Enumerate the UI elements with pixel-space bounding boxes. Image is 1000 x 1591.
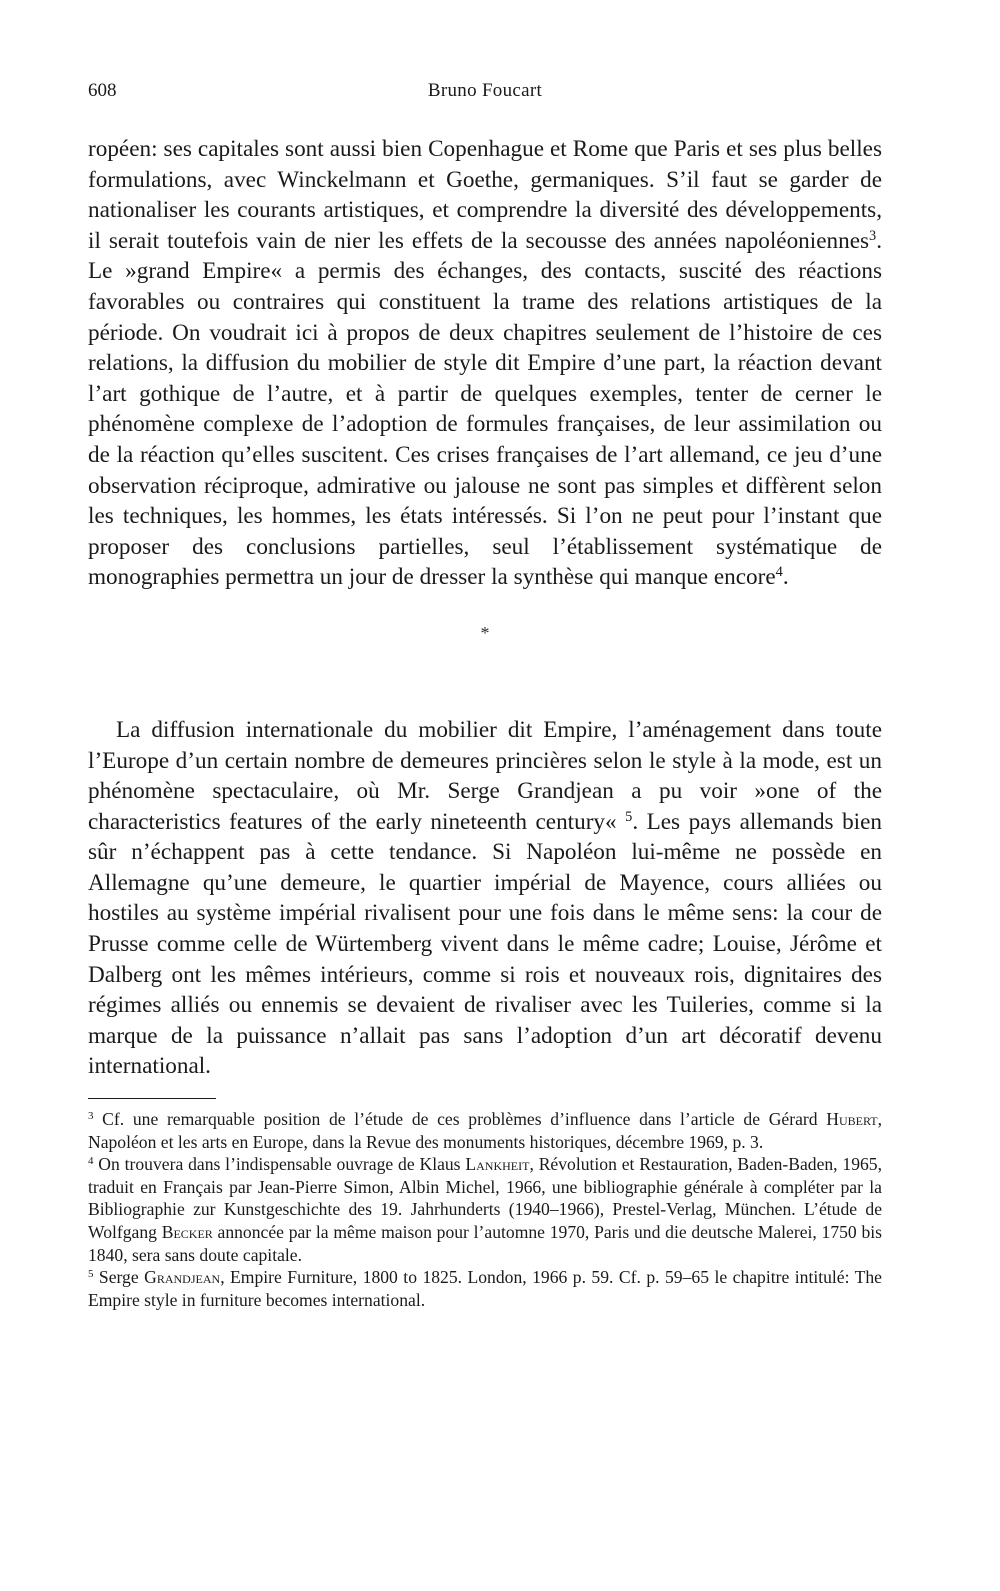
- page: [88, 76, 882, 1311]
- page-number: 608: [88, 80, 117, 101]
- footnotes: [88, 1108, 882, 1311]
- footnote-ref-5: 5: [625, 808, 633, 825]
- paragraph-continuation: [88, 134, 882, 593]
- footnote-rule: [88, 1098, 216, 1099]
- paragraph: [88, 715, 882, 1082]
- footnote-5: [88, 1266, 882, 1311]
- footnote-ref-3: 3: [869, 227, 877, 244]
- paragraph-text: ropéen: ses capitales sont aussi bien Copenhague et Rome que Paris et ses plus belles formulations, avec Winckelmann et Goethe, germaniques. S’il faut se garder de nationaliser les courants artistiques, et comprendre la diversité des développements, il serait toutefois vain de nier les effets de la secousse des années napoléoniennes: [88, 136, 882, 254]
- paragraph-text: . Les pays allemands bien sûr n’échappent pas à cette tendance. Si Napoléon lui-même ne possède en Allemagne qu’une demeure, le quartier impérial de Mayence, cours alliées ou hostiles au système impérial rivalisent pour une fois dans le même sens: la cour de Prusse comme celle de Würtemberg vivent dans le même cadre; Louise, Jérôme et Dalberg ont les mêmes intérieurs, comme si rois et nouveaux rois, dignitaires des régimes alliés ou ennemis se devaient de rivaliser avec les Tuileries, comme si la marque de la puissance n’allait pas sans l’adoption d’un art décoratif devenu international.: [88, 808, 882, 1080]
- paragraph-text: . Le »grand Empire« a permis des échanges, des contacts, suscité des réactions favorables ou contraires qui constituent la trame des relations artistiques de la période. On voudrait ici à propos de deux chapitres seulement de l’histoire de ces relations, la diffusion du mobilier de style dit Empire d’une part, la réaction devant l’art gothique de l’autre, et à partir de quelques exemples, tenter de cerner le phénomène complexe de l’adoption de formules françaises, de leur assimilation ou de la réaction qu’elles suscitent. Ces crises françaises de l’art allemand, ce jeu d’une observation réciproque, admirative ou jalouse ne sont pas simples et diffèrent selon les techniques, les hommes, les états intéressés. Si l’on ne peut pour l’instant que proposer des conclusions partielles, seul l’établissement systématique de monographies permettra un jour de dresser la synthèse qui manque encore: [88, 227, 882, 591]
- footnote-text: Cf. une remarquable position de l’étude de ces problèmes d’influence dans l’article de Gérard: [93, 1109, 827, 1130]
- footnote-text: annoncée par la même maison pour l’automne 1970, Paris und die deutsche Malerei, 1750 bis 1840, sera sans doute capitale.: [88, 1222, 883, 1265]
- author-name: Grandjean: [144, 1267, 221, 1288]
- footnote-number: 4: [88, 1155, 94, 1168]
- running-head: Bruno Foucart: [427, 80, 543, 101]
- paragraph-text: La diffusion internationale du mobilier dit Empire, l’aménagement dans toute l’Europe d’un certain nombre de demeures princières selon le style à la mode, est un phénomène spectaculaire, où Mr. Serge Grandjean a pu voir »one of the characteristics features of the early nineteenth century«: [88, 716, 882, 835]
- section-separator: [88, 593, 882, 715]
- author-name: Hubert: [826, 1109, 878, 1130]
- footnote-number: 5: [88, 1268, 94, 1281]
- paragraph-text: .: [782, 564, 789, 591]
- page-header: [88, 76, 882, 106]
- footnote-text: , Empire Furniture, 1800 to 1825. London, 1966 p. 59. Cf. p. 59–65 le chapitre intitulé: The Empire style in furniture becomes international.: [88, 1267, 882, 1310]
- footnote-ref-4: 4: [775, 564, 783, 581]
- footnote-text: On trouvera dans l’indispensable ouvrage de Klaus: [93, 1154, 466, 1175]
- body-text: [88, 134, 882, 1082]
- footnote-text: Serge: [93, 1267, 145, 1288]
- footnote-4: [88, 1153, 882, 1266]
- footnote-3: [88, 1108, 882, 1153]
- footnote-text: , Révolution et Restauration, Baden-Baden, 1965, traduit en Français par Jean-Pierre Simon, Albin Michel, 1966, une bibliographie générale à compléter par la Bibliographie zur Kunstgeschichte des 19. Jahrhunderts (1940–1966), Prestel-Verlag, München. L’étude de Wolfgang: [88, 1154, 882, 1242]
- separator-asterisk: *: [480, 622, 490, 643]
- footnote-text: , Napoléon et les arts en Europe, dans la Revue des monuments historiques, décembre 1969, p. 3.: [88, 1109, 882, 1152]
- footnote-number: 3: [88, 1110, 94, 1123]
- author-name: Lankheit: [465, 1154, 530, 1175]
- author-name: Becker: [161, 1222, 213, 1242]
